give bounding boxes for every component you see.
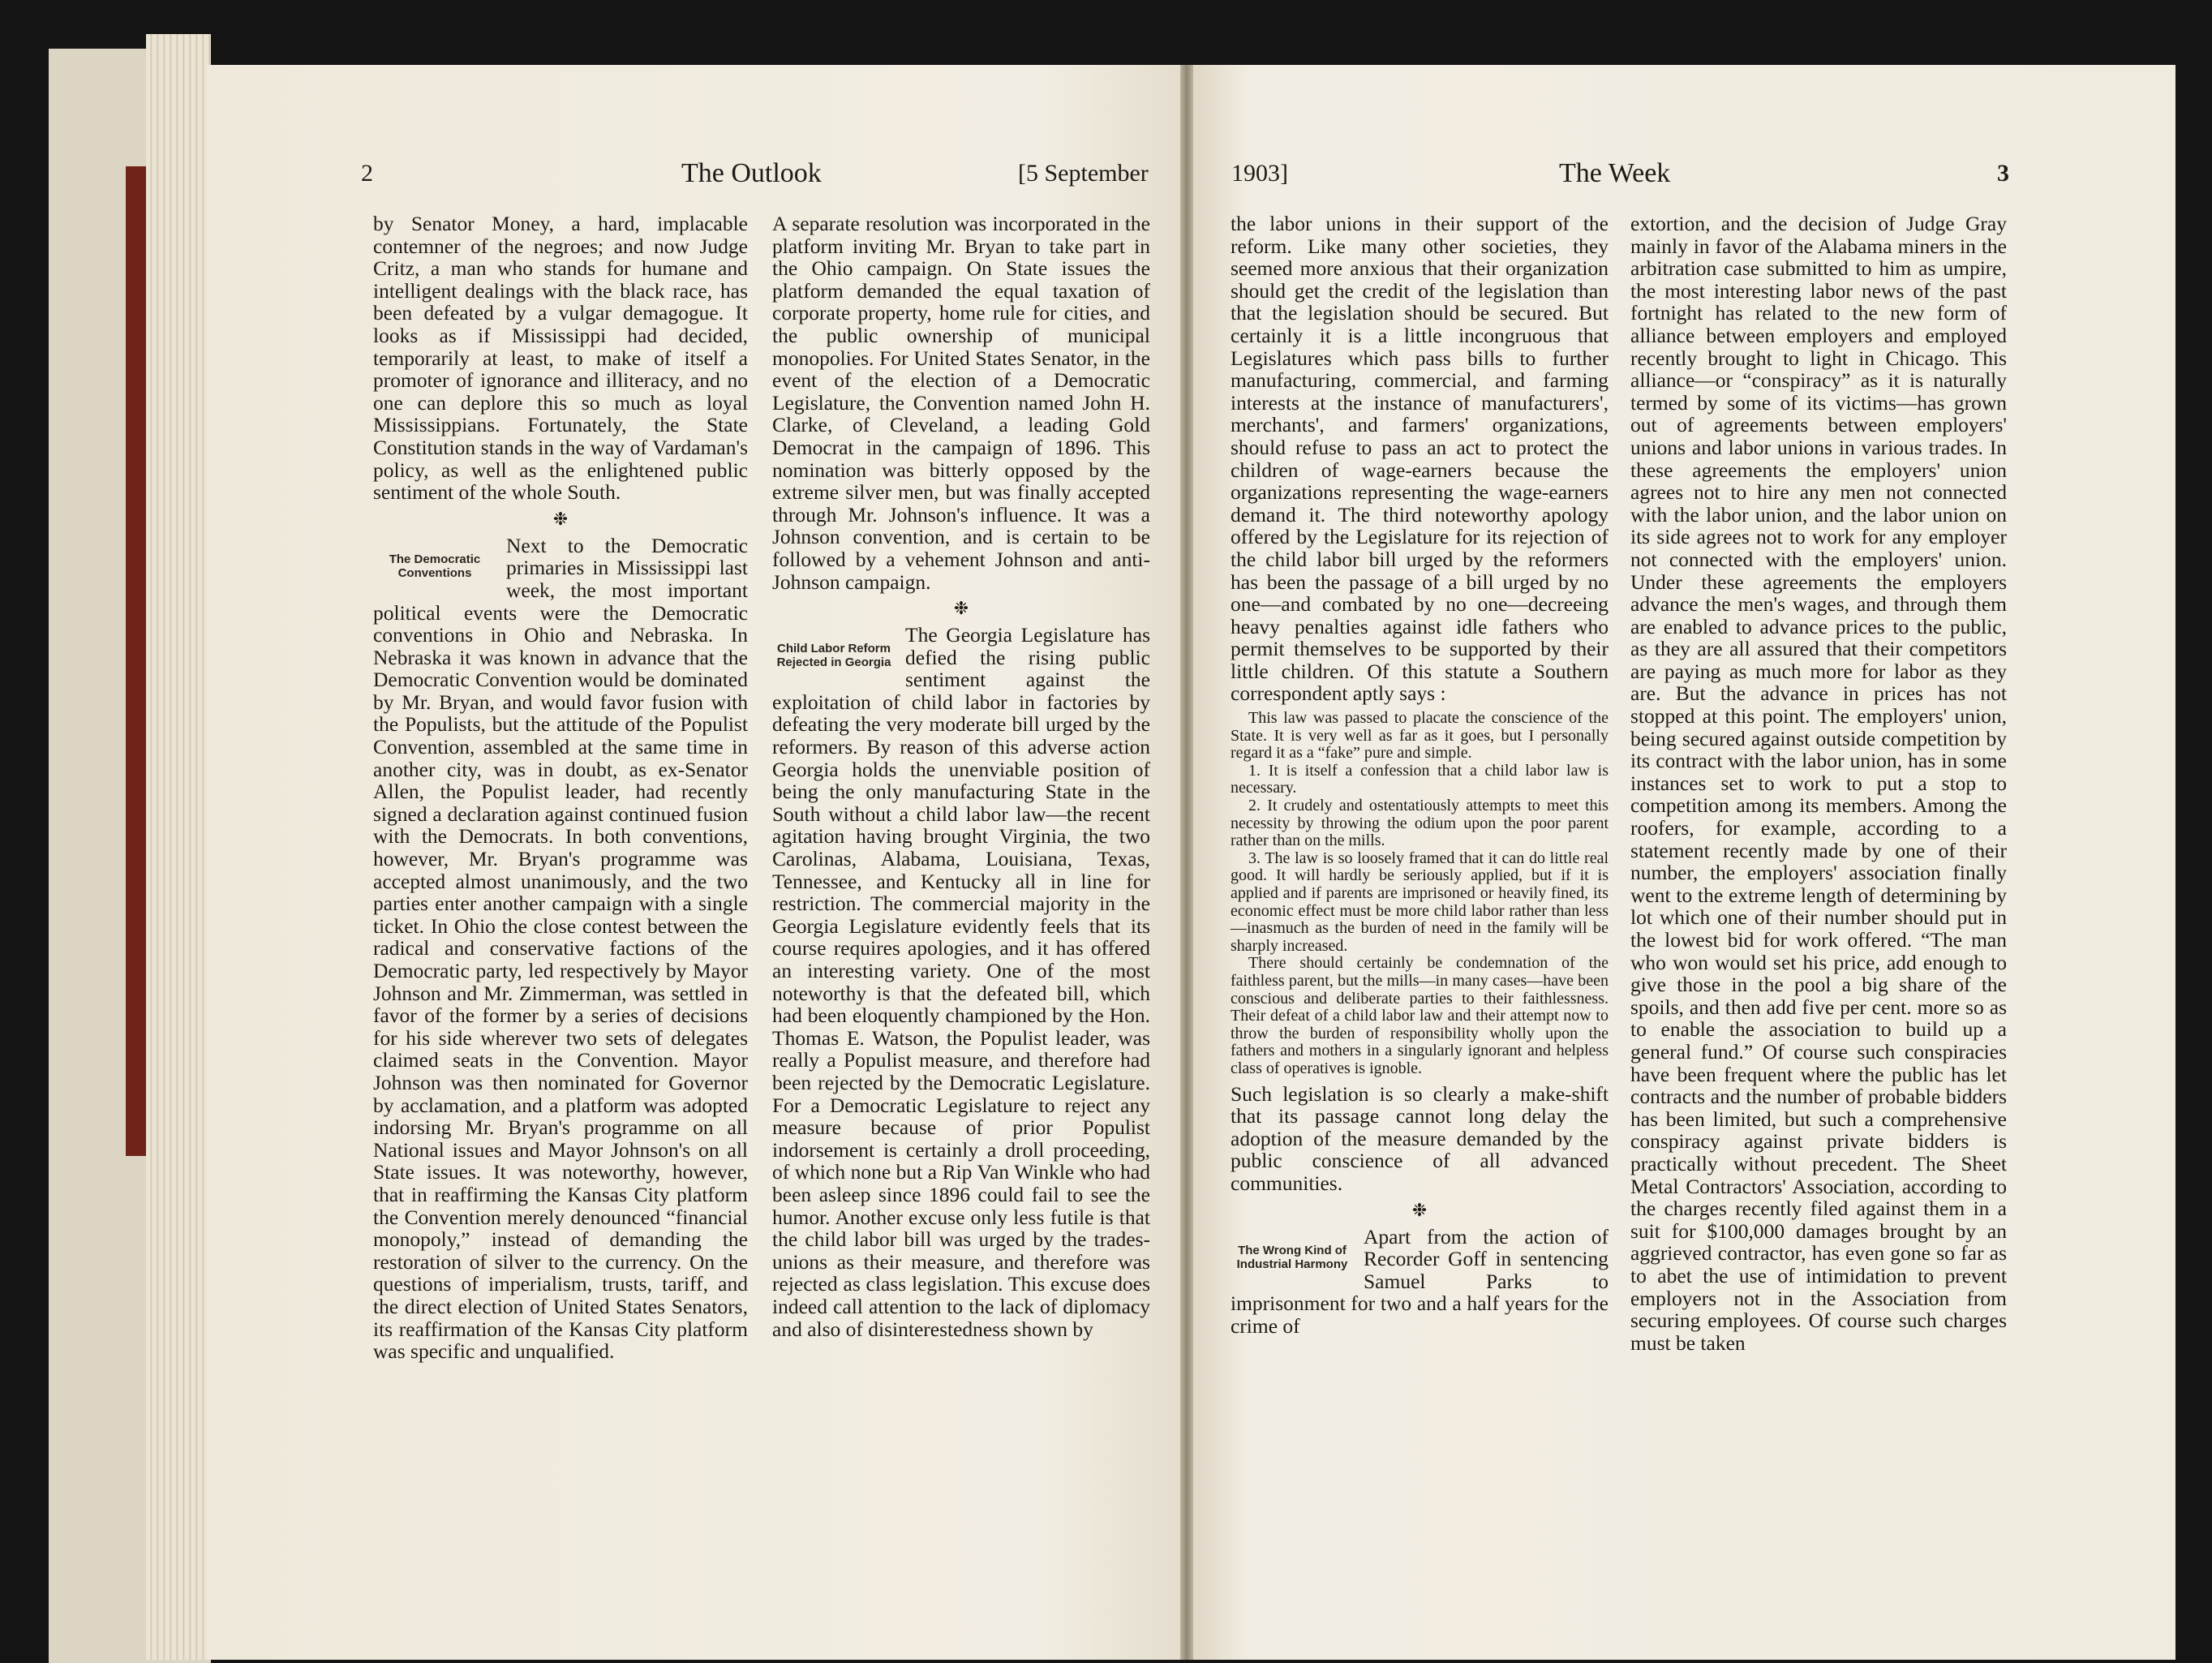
left-page-number: 2 bbox=[361, 160, 373, 187]
side-heading: The Wrong Kind of Industrial Harmony bbox=[1236, 1243, 1348, 1271]
quoted-paragraph: This law was passed to placate the conscience of the State. It is very well as far as it goes, but I personally regard it as a “fake” pure and simple. bbox=[1231, 709, 1609, 763]
column-1 bbox=[373, 213, 748, 1363]
page-stack-edges bbox=[146, 34, 211, 1660]
book-gutter bbox=[1180, 65, 1193, 1660]
right-running-title: The Week bbox=[1559, 158, 1671, 188]
left-running-date: [5 September bbox=[1018, 160, 1149, 187]
paragraph: by Senator Money, a hard, implacable contemner of the negroes; and now Judge Critz, a man who stands for humane and intelligent dealings with the black race, has been defeated by a vulgar demagogue. It looks as if Mississippi had decided, temporarily at least, to make of itself a promoter of ignorance and illiteracy, and no one can deplore this so much as loyal Mississippians. Fortunately, the State Constitution stands in the way of Vardaman's policy, as well as the enlightened public sentiment of the whole South. bbox=[373, 212, 748, 505]
paragraph: the labor unions in their support of the reform. Like many other societies, they seemed more anxious that their organization should get the credit of the legislation than that the legislation should be secured. But certainly it is a little incongruous that Legislatures which pass bills to further manufacturing, commercial, and farming interests at the instance of manufacturers', merchants', and farmers' organizations, should refuse to pass an act to protect the children of wage-earners because the organizations representing the wage-earners demand it. The third noteworthy apology offered by the Legislature for its rejection of the child labor bill urged by the reformers has been the passage of a bill urged by no one—and combated by no one—decreeing heavy penalties against idle fathers who permit themselves to be supported by their little children. Of this statute a Southern correspondent aptly says : bbox=[1231, 212, 1609, 706]
side-heading: The Democratic Conventions bbox=[389, 552, 481, 580]
paragraph: Apart from the action of Recorder Goff in sentencing Samuel Parks to imprisonment for two and a half years for the crime of bbox=[1231, 1224, 1609, 1338]
column-4 bbox=[1630, 213, 2007, 1354]
quoted-paragraph: There should certainly be condemnation of the faithless parent, but the mills—in many cases—have been conscious and deliberate parties to their faithlessness. Their defeat of a child labor law and their attempt now to throw the burden of responsibility wholly upon the fathers and mothers in a singularly ignorant and helpless class of operatives is ignoble. bbox=[1231, 954, 1609, 1077]
side-heading: Child Labor Reform Rejected in Georgia bbox=[776, 642, 891, 670]
quoted-paragraph: 1. It is itself a confession that a child labor law is necessary. bbox=[1231, 761, 1609, 797]
paragraph: extortion, and the decision of Judge Gray mainly in favor of the Alabama miners in the arbitration case submitted to him as umpire, the most interesting labor news of the past fortnight has related to the new form of alliance between employers and employed recently brought to light in Chicago. This alliance—or “conspiracy” as it is naturally termed by some of its victims—has grown out of agreements between employers' unions and labor unions in various trades. In these agreements the employers' union agrees not to hire any men not connected with the labor union, and the labor union on its side agrees not to work for any employer not connected with the employers' union. Under these agreements the employers advance the men's wages, and through them are enabled to advance prices to the public, as they are all assured that their competitors are paying as much more for labor as they are. But the advance in prices has not stopped at this point. The employers' union, being secured against outside competition by its contract with the labor union, has in some instances set to work to put a stop to competition among its members. Among the roofers, for example, according to a statement recently made by one of their number, the employers' association finally went to the extreme length of determining by lot which one of their number should put in the lowest bid for work offered. “The man who won would set his price, add enough to give those in the pool a big share of the spoils, and then add five per cent. more so as to enable the association to build up a general fund.” Of course such conspiracies have been frequent where the public has let contracts and the number of probable bidders has been limited, but such a comprehensive conspiracy against private bidders is practically without precedent. The Sheet Metal Contractors' Association, according to the charges recently filed against them in a suit for $100,000 damages brought by an aggrieved contractor, has even gone so far as to abet the use of intimidation to prevent employers not in the Association from securing employees. Of course such charges must be taken bbox=[1630, 212, 2007, 1355]
right-page-number: 3 bbox=[1997, 160, 2009, 187]
paragraph: Next to the Democratic primaries in Mississippi last week, the most important political events were the Democratic conventions in Ohio and Nebraska. In Nebraska it was known in advance that the Democratic Convention would be dominated by Mr. Bryan, and would favor fusion with the Populists, but the attitude of the Populist Convention, assembled at the same time in another city, was in doubt, as ex-Senator Allen, the Populist leader, had recently signed a declaration against continued fusion with the Democrats. In both conventions, however, Mr. Bryan's programme was accepted almost unanimously, and the two parties enter another campaign with a single ticket. In Ohio the close contest between the radical and conservative factions of the Democratic party, led respectively by Mayor Johnson and Mr. Zimmerman, was settled in favor of the former by a series of decisions for his side wherever two sets of delegates claimed seats in the Convention. Mayor Johnson was then nominated for Governor by acclamation, and a platform was adopted indorsing Mr. Bryan's programme on all National issues and Mayor Johnson's on all State issues. It was noteworthy, however, that in reaffirming the Kansas City platform the Convention merely denounced “financial monopoly,” instead of demanding the restoration of silver to the currency. On the questions of imperialism, trusts, tariff, and the direct election of United States Senators, its reaffirmation of the Kansas City platform was specific and unqualified. bbox=[373, 533, 748, 1364]
section-ornament: ❉ bbox=[953, 598, 969, 619]
column-3 bbox=[1231, 213, 1609, 1337]
quoted-paragraph: 3. The law is so loosely framed that it can do little real good. It will hardly be seriously applied, but if it is applied and if parents are imprisoned or heavily fined, its economic effect must be more child labor rather than less—inasmuch as the burden of need in the family will be sharply increased. bbox=[1231, 849, 1609, 955]
quoted-paragraph: 2. It crudely and ostentatiously attempts to meet this necessity by throwing the odium upon the poor parent rather than on the mills. bbox=[1231, 797, 1609, 850]
column-2 bbox=[772, 213, 1150, 1340]
paragraph: A separate resolution was incorporated in the platform inviting Mr. Bryan to take part in the Ohio campaign. On State issues the platform demanded the equal taxation of corporate property, home rule for cities, and the public ownership of municipal monopolies. For United States Senator, in the event of the election of a Democratic Legislature, the Convention named John H. Clarke, of Cleveland, a leading Gold Democrat in the campaign of 1896. This nomination was bitterly opposed by the extreme silver men, but was finally accepted through Mr. Johnson's influence. It was a Johnson convention, and is certain to be followed by a vehement Johnson and anti-Johnson campaign. bbox=[772, 212, 1150, 594]
left-running-title: The Outlook bbox=[681, 158, 822, 188]
paragraph: The Georgia Legislature has defied the rising public sentiment against the exploitation of child labor in factories by defeating the very moderate bill urged by the reformers. By reason of this adverse action Georgia holds the unenviable position of being the only manufacturing State in the South without a child labor law—the recent agitation having brought Virginia, the two Carolinas, Alabama, Louisiana, Texas, Tennessee, and Kentucky all in line for restriction. The commercial majority in the Georgia Legislature evidently feels that its course requires apologies, and it has offered an interesting variety. One of the most noteworthy is that the defeated bill, which had been eloquently championed by the Hon. Thomas E. Watson, the Populist leader, was really a Populist measure, and therefore had been rejected by the Democratic Legislature. For a Democratic Legislature to reject any measure because of prior Populist indorsement is certainly a droll proceeding, of which none but a Rip Van Winkle who had been asleep since 1896 could fail to see the humor. Another excuse only less futile is that the child labor bill was urged by the trades-unions as their measure, and therefore was rejected as class legislation. This excuse does indeed call attention to the lack of diplomacy and also of disinterestedness shown by bbox=[772, 623, 1150, 1341]
right-running-date: 1903] bbox=[1231, 160, 1288, 187]
section-ornament: ❉ bbox=[552, 508, 569, 529]
paragraph: Such legislation is so clearly a make-shift that its passage cannot long delay the adoption of the measure demanded by the public conscience of all advanced communities. bbox=[1231, 1081, 1609, 1195]
section-ornament: ❉ bbox=[1411, 1199, 1428, 1220]
